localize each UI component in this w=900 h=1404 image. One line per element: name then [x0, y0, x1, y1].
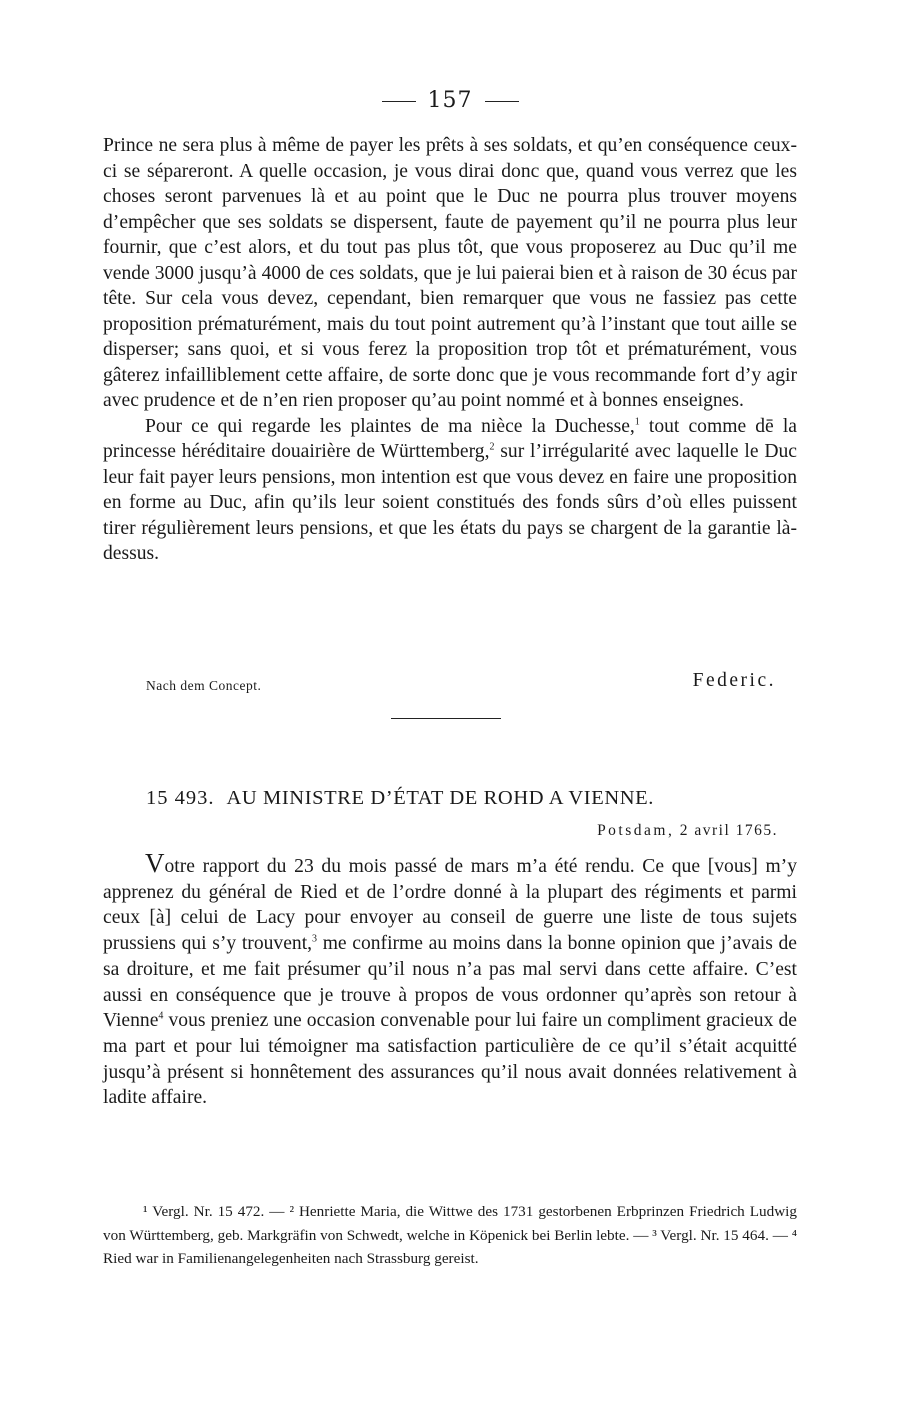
page-number-dash-right — [485, 101, 519, 102]
letter-body-c: vous preniez une occasion convenable pour lui faire un compliment gracieux de ma part et pour lui témoigner ma satisfaction particulière de ce qu’il s’était acquitté jusqu’à présent si honnêtement des assurances qu’il nous avait données relativement à ladite affaire. — [103, 1010, 797, 1109]
text-line: soldats se dispersent, faute de payement qu’il ne pourra plus leur — [268, 211, 797, 233]
paragraph-complaints — [103, 414, 797, 567]
page-number-value: 157 — [427, 88, 473, 113]
letter-body-a: otre rapport du 23 du mois passé de mars m’a été rendu. Ce que [vous] m’y apprenez du général de Ried et de l’ordre donné à la plupart des régiments et parmi ceux [à] celui de Lacy pour envoyer au conseil de guerre une liste de tous sujets prussiens qui s’y trouvent, — [103, 856, 797, 955]
text-line: aille se disperser; sans quoi, et si vous ferez la proposition trop tôt et — [103, 313, 797, 360]
text-line: proposer qu’au point nommé et à bonnes enseignes. — [338, 390, 744, 411]
letter-title: AU MINISTRE D’ÉTAT DE ROHD A VIENNE. — [226, 787, 654, 809]
complaints-text-a: Pour ce qui regarde les plaintes de ma nièce la Duchesse, — [145, 415, 635, 437]
letter-heading — [146, 787, 786, 810]
letter-number: 15 493. — [146, 787, 215, 809]
dateline-date: 2 avril 1765. — [679, 822, 778, 839]
page-number — [0, 88, 900, 113]
text-line: conséquence ceux-ci se sépareront. A quelle occasion, je vous dirai — [103, 135, 797, 182]
footnote-ref-2: 2 — [489, 441, 495, 453]
paragraph-continued — [103, 133, 797, 414]
continuation-text — [103, 133, 797, 567]
text-line: Prince ne sera plus à même de payer les prêts à ses soldats, et qu’en — [103, 135, 648, 156]
closing — [146, 670, 776, 700]
footnote-ref-4: 4 — [158, 1010, 164, 1022]
signature: Federic. — [692, 670, 776, 691]
source-note: Nach dem Concept. — [146, 678, 262, 693]
text-line: paierai bien et à raison de 30 écus par tête. Sur cela vous devez, — [103, 262, 797, 309]
dateline-place: Potsdam, — [597, 822, 675, 839]
text-line: au Duc qu’il me vende 3000 jusqu’à 4000 de ces soldats, que je lui — [103, 237, 797, 284]
letter-body — [103, 848, 797, 1111]
dateline — [597, 822, 778, 840]
complaints-text-b: tout comme dē la princesse héréditaire douairière de Württemberg, — [103, 415, 797, 462]
footnote-text: ¹ Vergl. Nr. 15 472. — ² Henriette Maria, die Wittwe des 1731 gestorbenen Erbprinzen Friedrich Ludwig von Württemberg, geb. Markgräfin von Schwedt, welche in Köpenick bei Berlin lebte. — ³ Vergl. Nr. 15 464. — ⁴ Ried war in Familienangelegenheiten nach Strassburg gereist. — [103, 1203, 797, 1267]
text-line: prématurément, mais du tout point autrement qu’à l’instant que tout — [197, 313, 742, 335]
section-separator — [391, 718, 501, 719]
text-line: point que le Duc ne pourra plus trouver moyens d’empêcher que ses — [103, 186, 797, 233]
letter-body-b: me confirme au moins dans la bonne opinion que j’avais de sa droiture, et me fait présumer qu’il nous n’a pas mal servi dans cette affaire. C’est aussi en conséquence que je trouve à propos de vous ordonner qu’après son retour à Vienne — [103, 933, 797, 1032]
page-number-dash-left — [382, 101, 416, 102]
text-line: cependant, bien remarquer que vous ne fassiez pas cette proposition — [103, 288, 797, 335]
footnote-ref-3: 3 — [312, 933, 318, 945]
text-line: que je vous recommande fort d’y agir avec prudence et de n’en rien — [103, 364, 797, 411]
complaints-text-c: sur l’irrégularité avec laquelle le Duc leur fait payer leurs pensions, mon intention est que vous devez en faire une proposition en forme au Duc, afin qu’ils leur soient constitués des fonds sûrs d’où elles puissent tirer régulièrement leurs pensions, et que les états du pays se chargent de la garantie là-dessus. — [103, 441, 797, 564]
text-line: donc que, quand vous verrez que les choses seront parvenues là et au — [103, 160, 797, 207]
letter-paragraph — [103, 848, 797, 1111]
dropcap: V — [145, 848, 165, 878]
text-line: fournir, que c’est alors, et du tout pas plus tôt, que vous proposerez — [103, 237, 664, 258]
footnote-ref-1: 1 — [634, 415, 640, 427]
footnotes — [103, 1200, 797, 1271]
text-line: prématurément, vous gâterez infailliblement cette affaire, de sorte donc — [103, 339, 797, 386]
